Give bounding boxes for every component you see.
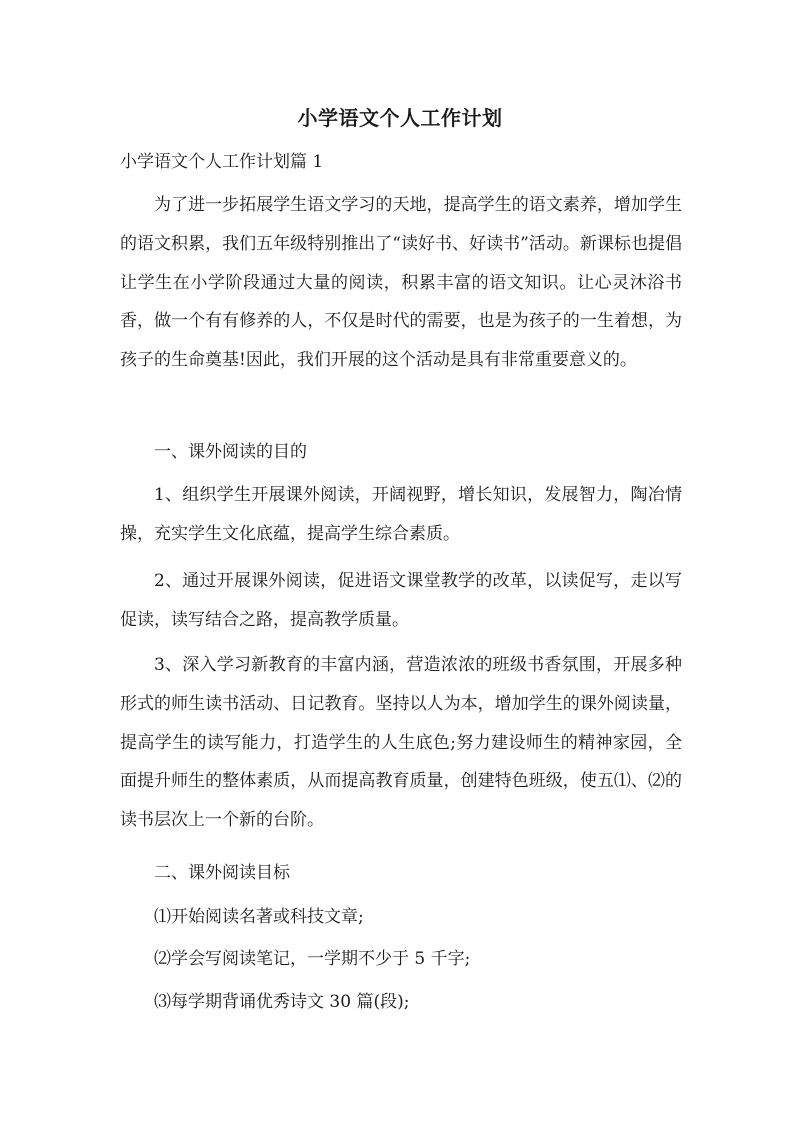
section-heading-goals: 二、课外阅读目标: [154, 863, 290, 883]
intro-paragraph: 为了进一步拓展学生语文学习的天地，提高学生的语文素养，增加学生的语文积累，我们五年级特别推出了“读好书、好读书”活动。新课标也提倡让学生在小学阶段通过大量的阅读，积累丰富的语文知识。让心灵沐浴书香，做一个有有修养的人，不仅是时代的需要，也是为孩子的一生着想，为孩子的生命奠基!因此，我们开展的这个活动是具有非常重要意义的。: [120, 195, 682, 371]
purpose-item-2: 2、通过开展课外阅读，促进语文课堂教学的改革，以读促写，走以写促读，读写结合之路，提高教学质量。: [120, 571, 682, 630]
purpose-item-3: 3、深入学习新教育的丰富内涵，营造浓浓的班级书香氛围，开展多种形式的师生读书活动、日记教育。坚持以人为本，增加学生的课外阅读量，提高学生的读写能力，打造学生的人生底色;努力建设师生的精神家园，全面提升师生的整体素质，从而提高教育质量，创建特色班级，使五⑴、⑵的读书层次上一个新的台阶。: [120, 655, 682, 831]
document-subtitle: 小学语文个人工作计划篇 1: [120, 152, 324, 172]
goal-item-1: ⑴开始阅读名著或科技文章;: [154, 907, 364, 927]
document-title: 小学语文个人工作计划: [297, 106, 503, 130]
goal-item-2: ⑵学会写阅读笔记，一学期不少于 5 千字;: [154, 949, 471, 969]
section-heading-purpose: 一、课外阅读的目的: [154, 442, 307, 462]
purpose-item-1: 1、组织学生开展课外阅读，开阔视野，增长知识，发展智力，陶冶情操，充实学生文化底蕴，提高学生综合素质。: [120, 485, 682, 544]
goal-item-3: ⑶每学期背诵优秀诗文 30 篇(段);: [154, 992, 410, 1012]
